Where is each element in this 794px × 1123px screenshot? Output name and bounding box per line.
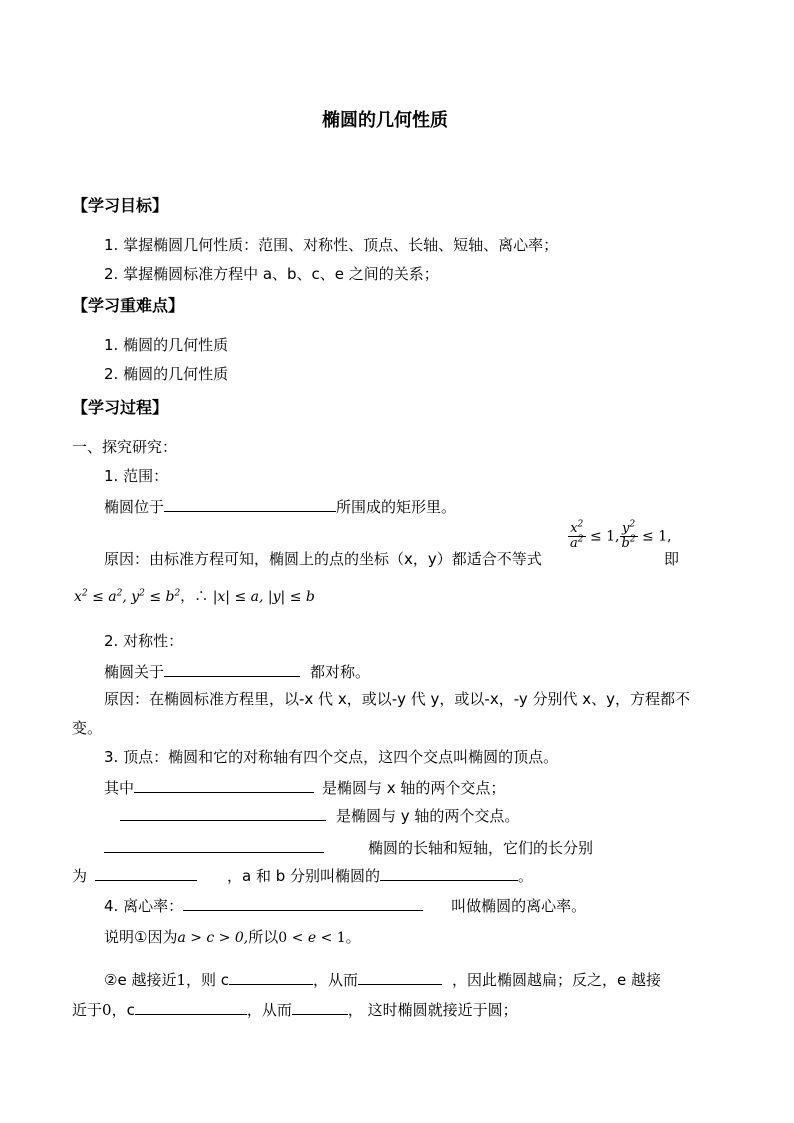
range-heading: 1. 范围： [104, 467, 169, 485]
ecc-l3-b: ，c [111, 1001, 135, 1019]
ecc-line-2 [104, 966, 661, 990]
ecc-note-b: 所以 [248, 928, 279, 946]
ecc-l3-a: 近于 [72, 1001, 103, 1019]
vertex-text-f: ，a 和 b 分别叫椭圆的 [227, 867, 381, 885]
ecc-line-3 [72, 996, 518, 1020]
symmetry-heading: 2. 对称性： [104, 632, 184, 650]
ecc-note-a: 说明①因为 [104, 928, 178, 946]
symmetry-text-a: 椭圆关于 [104, 663, 165, 681]
key-point-item: 2. 椭圆的几何性质 [104, 365, 229, 383]
vertex-text-e: 为 [72, 867, 88, 885]
vertex-line-2 [120, 802, 519, 826]
vertex-line-4 [72, 862, 533, 886]
ecc-l2-d: ，因此椭圆越扁；反之，e 越接 [452, 971, 662, 989]
symmetry-line [104, 658, 370, 682]
ecc-l2-b: ，则 c [186, 971, 230, 989]
vertex-text-a: 其中 [104, 779, 135, 797]
page-title: 椭圆的几何性质 [322, 110, 448, 131]
section-heading-key-points: 【学习重难点】 [72, 296, 185, 315]
symmetry-blank[interactable] [164, 658, 300, 677]
section-heading-goals: 【学习目标】 [72, 196, 169, 215]
ecc-blank[interactable] [183, 892, 423, 911]
ecc-l3-d: ， 这时椭圆就接近于圆； [347, 1001, 518, 1019]
ecc-note: 说明①因为a > c > 0,所以0 < e < 1。 [104, 928, 361, 946]
range-blank[interactable] [164, 493, 336, 512]
ecc-b-blank-2[interactable] [292, 996, 348, 1015]
vertex-text-g: 。 [518, 867, 534, 885]
vertex-heading: 3. 顶点：椭圆和它的对称轴有四个交点，这四个交点叫椭圆的顶点。 [104, 748, 559, 766]
symmetry-reason-cont: 变。 [72, 719, 103, 737]
ecc-line [104, 892, 586, 916]
ecc-note-formula-2: 0 < e < 1 [278, 930, 346, 946]
vertex-semiaxis-blank[interactable] [380, 862, 518, 881]
symmetry-reason: 原因：在椭圆标准方程里，以-x 代 x，或以-y 代 y，或以-x，-y 分别代 x、y，方程都不 [104, 690, 691, 708]
ecc-c-blank-1[interactable] [229, 966, 313, 985]
range-reason: 原因：由标准方程可知，椭圆上的点的坐标（x，y）都适合不等式 [104, 550, 542, 568]
ecc-l3-zero: 0 [102, 1001, 112, 1019]
ecc-l2-a: ②e 越接近 [104, 971, 177, 989]
part-heading: 一、探究研究： [72, 438, 178, 456]
goal-item: 2. 掌握椭圆标准方程中 a、b、c、e 之间的关系； [104, 265, 439, 283]
ecc-l2-one: 1 [176, 971, 186, 989]
ecc-c-blank-2[interactable] [135, 996, 247, 1015]
vertex-axis-blank[interactable] [104, 834, 324, 853]
section-heading-process: 【学习过程】 [72, 398, 169, 417]
range-conclusion-formula: $x^2 \le a^2$, $y^2 \le b^2$，∴ |x| ≤ a, |y| ≤ b [74, 588, 315, 605]
range-text-b: 所围成的矩形里。 [336, 498, 457, 516]
ecc-tail: 叫做椭圆的离心率。 [451, 897, 587, 915]
vertex-text-d: 椭圆的长轴和短轴，它们的长分别 [368, 839, 594, 857]
ecc-note-formula-1: a > c > 0, [177, 930, 249, 946]
vertex-text-b: 是椭圆与 x 轴的两个交点； [322, 779, 506, 797]
range-reason-tail: 即 [664, 550, 680, 568]
range-text-a: 椭圆位于 [104, 498, 165, 516]
range-line [104, 493, 456, 517]
vertex-y-blank[interactable] [120, 802, 326, 821]
vertex-text-c: 是椭圆与 y 轴的两个交点。 [336, 807, 520, 825]
ecc-heading: 4. 离心率： [104, 897, 184, 915]
ecc-l2-c: ，从而 [313, 971, 359, 989]
vertex-line-1 [104, 774, 505, 798]
vertex-line-3 [104, 834, 593, 858]
ecc-l3-c: ，从而 [246, 1001, 292, 1019]
vertex-length-blank[interactable] [95, 862, 197, 881]
key-point-item: 1. 椭圆的几何性质 [104, 336, 229, 354]
goal-item: 1. 掌握椭圆几何性质：范围、对称性、顶点、长轴、短轴、离心率； [104, 236, 559, 254]
vertex-x-blank[interactable] [134, 774, 314, 793]
symmetry-text-b: 都对称。 [310, 663, 371, 681]
inequality-formula: $\frac{x^2}{a^2}$ ≤ 1, $\frac{y^2}{b^2}$ ≤ 1, [570, 519, 672, 551]
ecc-b-blank-1[interactable] [358, 966, 442, 985]
